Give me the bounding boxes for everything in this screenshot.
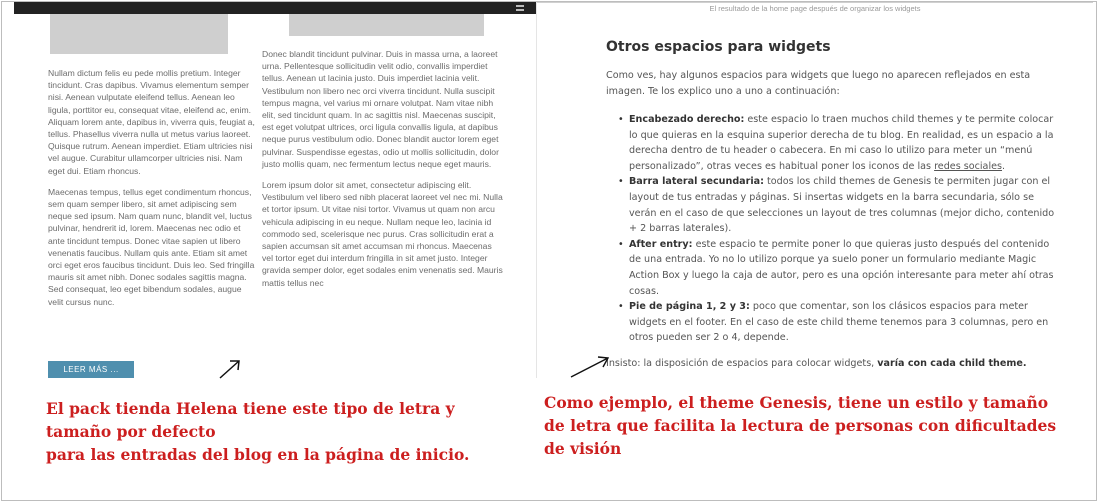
post-thumbnail-placeholder [50, 14, 228, 54]
post-excerpt-column-2 [262, 48, 505, 298]
post-paragraph: Donec blandit tincidunt pulvinar. Duis in massa urna, a laoreet urna. Pellentesque sollicitudin velit odio, convallis imperdiet tellus. Aenean ut lacinia justo. Duis imperdiet lacinia velit. Vestibulum non libero nec orci viverra tincidunt. Nulla suscipit tempus magna, vel varius mi ornare volutpat. Nam vitae nibh elit, sed tincidunt quam. In ac sagittis nisl. Maecenas suscipit, est eget volutpat ultrices, orci ligula convallis ligula, at dapibus neque purus vestibulum odio. Donec blandit auctor lorem eget pulvinar. Suspendisse egestas, odio ut mollis sollicitudin, dolor justo mollis quam, nec fermentum lectus neque eget mauris. [262, 49, 499, 169]
list-item-label: Encabezado derecho: [629, 114, 745, 125]
closing-note-bold: varía con cada child theme. [877, 358, 1027, 369]
genesis-theme-screenshot [536, 2, 1093, 378]
widget-areas-list [618, 112, 1064, 346]
list-item [618, 299, 1064, 346]
list-item [618, 237, 1064, 299]
intro-paragraph: Como ves, hay algunos espacios para widgets que luego no aparecen reflejados en esta imagen. Te los explico uno a uno a continuación: [606, 70, 1031, 98]
read-more-button[interactable]: LEER MÁS ... [48, 361, 134, 378]
list-item-label: Barra lateral secundaria: [629, 176, 764, 188]
arrow-icon [569, 355, 611, 379]
list-item-text: este espacio te permite poner lo que quieras justo después del contenido de una entrada. Yo no lo utilizo porque ya suelo poner un formulario mediante Magic Action Box y luego la caja de autor, pero es una opción interesante para meter ahí otras cosas. [629, 238, 1054, 297]
image-frame [1, 1, 1097, 501]
annotation-line: Como ejemplo, el theme Genesis, tiene un estilo y tamaño [544, 393, 1049, 412]
menu-icon [516, 5, 524, 11]
image-caption: El resultado de la home page después de organizar los widgets [709, 4, 921, 13]
annotation-line: de letra que facilita la lectura de personas con dificultades [544, 416, 1057, 435]
arrow-icon [218, 358, 242, 380]
list-item-text: este espacio lo traen muchos child themes y te permite colocar lo que quieras en la esquina superior derecha de tu blog. En realidad, es un espacio a la derecha dentro de tu header o cabecera. En mi caso lo utilizo para meter un “menú personalizado”, otras veces es habitual poner los iconos de las [629, 114, 1054, 172]
list-item [618, 112, 1064, 174]
top-bar [14, 2, 536, 14]
list-item-text: . [1002, 160, 1006, 172]
post-thumbnail-placeholder [289, 14, 484, 36]
list-item [618, 174, 1064, 236]
post-excerpt-column-1 [48, 67, 258, 317]
closing-note-text: Insisto: la disposición de espacios para colocar widgets, [606, 358, 878, 369]
list-item-label: Pie de página 1, 2 y 3: [629, 301, 750, 313]
social-networks-link[interactable]: redes sociales [934, 160, 1003, 172]
annotation-line: tamaño por defecto [46, 422, 216, 441]
post-paragraph: Maecenas tempus, tellus eget condimentum rhoncus, sem quam semper libero, sit amet adipiscing sem neque sed ipsum. Nam quam nunc, blandit vel, luctus pulvinar, hendrerit id, lorem. Maecenas nec odio et ante tincidunt tempus. Donec vitae sapien ut libero venenatis faucibus. Nullam quis ante. Etiam sit amet orci eget eros faucibus tincidunt. Duis leo. Sed fringilla mauris sit amet nibh. Donec sodales sagittis magna. Sed consequat, leo eget bibendum sodales, augue velit cursus nunc. [48, 186, 255, 307]
divider [537, 2, 1093, 3]
list-item-text: poco que comentar, son los clásicos espacios para meter widgets en el footer. En el caso de este child theme tenemos para 3 columnas, pero en otros pueden ser 2 o 4, depende. [629, 301, 1049, 344]
list-item-text: todos los child themes de Genesis te permiten jugar con el layout de tus entradas y páginas. Si insertas widgets en la barra secundaria, sólo se verán en el caso de que selecciones un layout de tres columnas (mejor dicho, contenido + 2 barras laterales). [629, 176, 1055, 235]
annotation-line: El pack tienda Helena tiene este tipo de letra y [46, 399, 455, 418]
annotation-helena [46, 397, 516, 466]
annotation-line: de visión [544, 439, 622, 458]
list-item-label: After entry: [629, 238, 693, 250]
post-paragraph: Lorem ipsum dolor sit amet, consectetur adipiscing elit. Vestibulum vel libero sed nibh placerat laoreet vel nec mi. Nulla et tortor ipsum. Ut vitae nisi tortor. Vivamus ut quam non arcu vehicula adipiscing in eu neque. Nullam neque leo, lacinia id commodo sed, scelerisque nec purus. Cras sollicitudin erat a sapien accumsan sit amet accumsan mi rhoncus. Maecenas vel tortor eget dui interdum fringilla in sit amet justo. Integer gravida semper dolor, eget sodales enim venenatis sed. Mauris mattis tellus nec [262, 180, 503, 288]
annotation-line: para las entradas del blog en la página de inicio. [46, 445, 470, 464]
closing-note [606, 358, 1027, 369]
section-title: Otros espacios para widgets [606, 39, 831, 55]
post-paragraph: Nullam dictum felis eu pede mollis pretium. Integer tincidunt. Cras dapibus. Vivamus elementum semper nisi. Aenean vulputate eleifend tellus. Aenean leo ligula, porttitor eu, consequat vitae, eleifend ac, enim. Aliquam lorem ante, dapibus in, viverra quis, feugiat a, tellus. Phasellus viverra nulla ut metus varius laoreet. Quisque rutrum. Aenean imperdiet. Etiam ultricies nisi vel augue. Curabitur ullamcorper ultricies nisi. Nam eget dui. Etiam rhoncus. [48, 68, 255, 176]
helena-theme-screenshot [14, 2, 536, 378]
annotation-genesis [544, 391, 1084, 460]
